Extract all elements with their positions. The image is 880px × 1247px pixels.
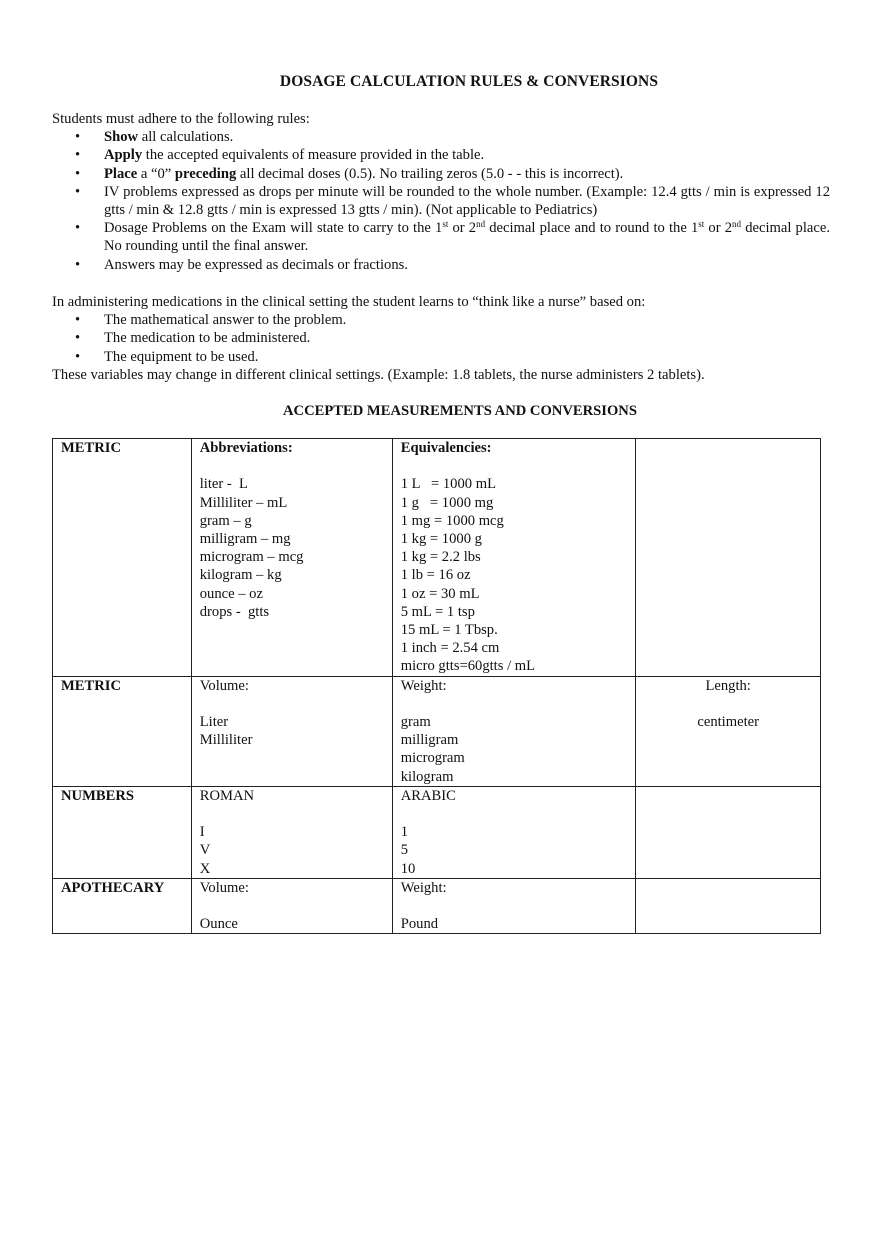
list-item: microgram xyxy=(400,750,465,767)
list-item: Pound xyxy=(400,916,439,933)
row-label: NUMBERS xyxy=(53,786,192,878)
list-item: V xyxy=(199,842,211,859)
row-label: APOTHECARY xyxy=(53,878,192,934)
empty-cell xyxy=(636,439,821,677)
page-title: DOSAGE CALCULATION RULES & CONVERSIONS xyxy=(279,73,659,90)
volume-cell: Volume: Ounce xyxy=(191,878,392,934)
row-label: METRIC xyxy=(53,676,192,786)
table-row xyxy=(53,439,821,677)
list-item: 1 oz = 30 mL xyxy=(400,585,480,602)
rules-section xyxy=(52,110,830,274)
empty-cell xyxy=(636,786,821,878)
clinical-list xyxy=(52,311,830,366)
list-item: 15 mL = 1 Tbsp. xyxy=(400,622,498,639)
clinical-closing: These variables may change in different clinical settings. (Example: 1.8 tablets, the nurse administers 2 tablets). xyxy=(52,366,705,383)
list-item: 5 xyxy=(400,842,409,859)
table-row xyxy=(53,676,821,786)
list-item: 1 xyxy=(400,824,409,841)
list-item: 1 L = 1000 mL xyxy=(400,476,496,493)
list-item: 1 inch = 2.54 cm xyxy=(400,640,500,657)
rules-intro: Students must adhere to the following rules: xyxy=(52,111,310,127)
empty-cell xyxy=(636,878,821,934)
list-item: microgram – mcg xyxy=(199,549,304,566)
list-item: gram – g xyxy=(199,512,252,529)
list-item: X xyxy=(199,860,211,877)
list-item: drops - gtts xyxy=(199,603,270,620)
list-item: kilogram – kg xyxy=(199,567,282,584)
conversions-table xyxy=(52,438,821,934)
list-item: 1 kg = 1000 g xyxy=(400,531,482,547)
list-item: 1 g = 1000 mg xyxy=(400,494,494,511)
list-item: 1 mg = 1000 mcg xyxy=(400,512,504,529)
list-item: milligram xyxy=(400,732,459,749)
arabic-cell: ARABIC 1 5 10 xyxy=(392,786,636,878)
rule-item: • Place a “0” preceding all decimal doses (0.5). No trailing zeros (5.0 - - this is incorrect). xyxy=(52,165,830,183)
table-row xyxy=(53,878,821,934)
list-item: 10 xyxy=(400,860,416,877)
rule-item: • Show all calculations. xyxy=(52,128,830,146)
abbreviations-cell: Abbreviations: liter - L Milliliter – mL gram – g milligram – mg microgram – mcg kilogram – kg ounce – oz drops - gtts xyxy=(191,439,392,677)
list-item: I xyxy=(199,824,205,841)
list-item: Liter xyxy=(199,714,229,731)
rule-item: • IV problems expressed as drops per minute will be rounded to the whole number. (Example: 12.4 gtts / min is expressed 12 gtts / min & 12.8 gtts / min is expressed 13 gtts / min). (Not applicable to Pediatrics) xyxy=(52,183,830,219)
list-item: gram xyxy=(400,714,431,731)
volume-cell: Volume: Liter Milliliter xyxy=(191,676,392,786)
clinical-item: • The equipment to be used. xyxy=(52,348,830,366)
equivalencies-cell: Equivalencies: 1 L = 1000 mL 1 g = 1000 mg 1 mg = 1000 mcg 1 kg = 1000 g 1 kg = 2.2 lbs 1 lb = 16 oz 1 oz = 30 mL 5 mL = 1 tsp 15 mL = 1 Tbsp. 1 inch = 2.54 cm micro gtts=60gtts / mL xyxy=(392,439,636,677)
list-item: liter - L xyxy=(199,476,248,493)
table-title: ACCEPTED MEASUREMENTS AND CONVERSIONS xyxy=(283,403,637,419)
list-item: centimeter xyxy=(697,714,759,731)
length-cell: Length: centimeter xyxy=(636,676,821,786)
clinical-section xyxy=(52,293,830,384)
rule-item: • Apply the accepted equivalents of measure provided in the table. xyxy=(52,146,830,164)
list-item: ounce – oz xyxy=(199,585,263,602)
clinical-intro: In administering medications in the clinical setting the student learns to “think like a nurse” based on: xyxy=(52,294,646,310)
list-item: micro gtts=60gtts / mL xyxy=(400,658,536,675)
list-item: Milliliter xyxy=(199,732,253,749)
weight-cell: Weight: Pound xyxy=(392,878,636,934)
list-item: 1 lb = 16 oz xyxy=(400,567,471,584)
roman-cell: ROMAN I V X xyxy=(191,786,392,878)
list-item: Milliliter – mL xyxy=(199,494,288,511)
row-label: METRIC xyxy=(53,439,192,677)
rule-item: • Answers may be expressed as decimals or fractions. xyxy=(52,256,830,274)
rules-list xyxy=(52,128,830,274)
table-row xyxy=(53,786,821,878)
clinical-item: • The medication to be administered. xyxy=(52,329,830,347)
list-item: 5 mL = 1 tsp xyxy=(400,603,475,620)
weight-cell: Weight: gram milligram microgram kilogram xyxy=(392,676,636,786)
list-item: kilogram xyxy=(400,768,454,785)
rule-item: • Dosage Problems on the Exam will state to carry to the 1st or 2nd decimal place and to round to the 1st or 2nd decimal place. No rounding until the final answer. xyxy=(52,219,830,255)
list-item: milligram – mg xyxy=(199,531,291,547)
clinical-item: • The mathematical answer to the problem. xyxy=(52,311,830,329)
list-item: 1 kg = 2.2 lbs xyxy=(400,549,481,566)
list-item: Ounce xyxy=(199,916,238,933)
